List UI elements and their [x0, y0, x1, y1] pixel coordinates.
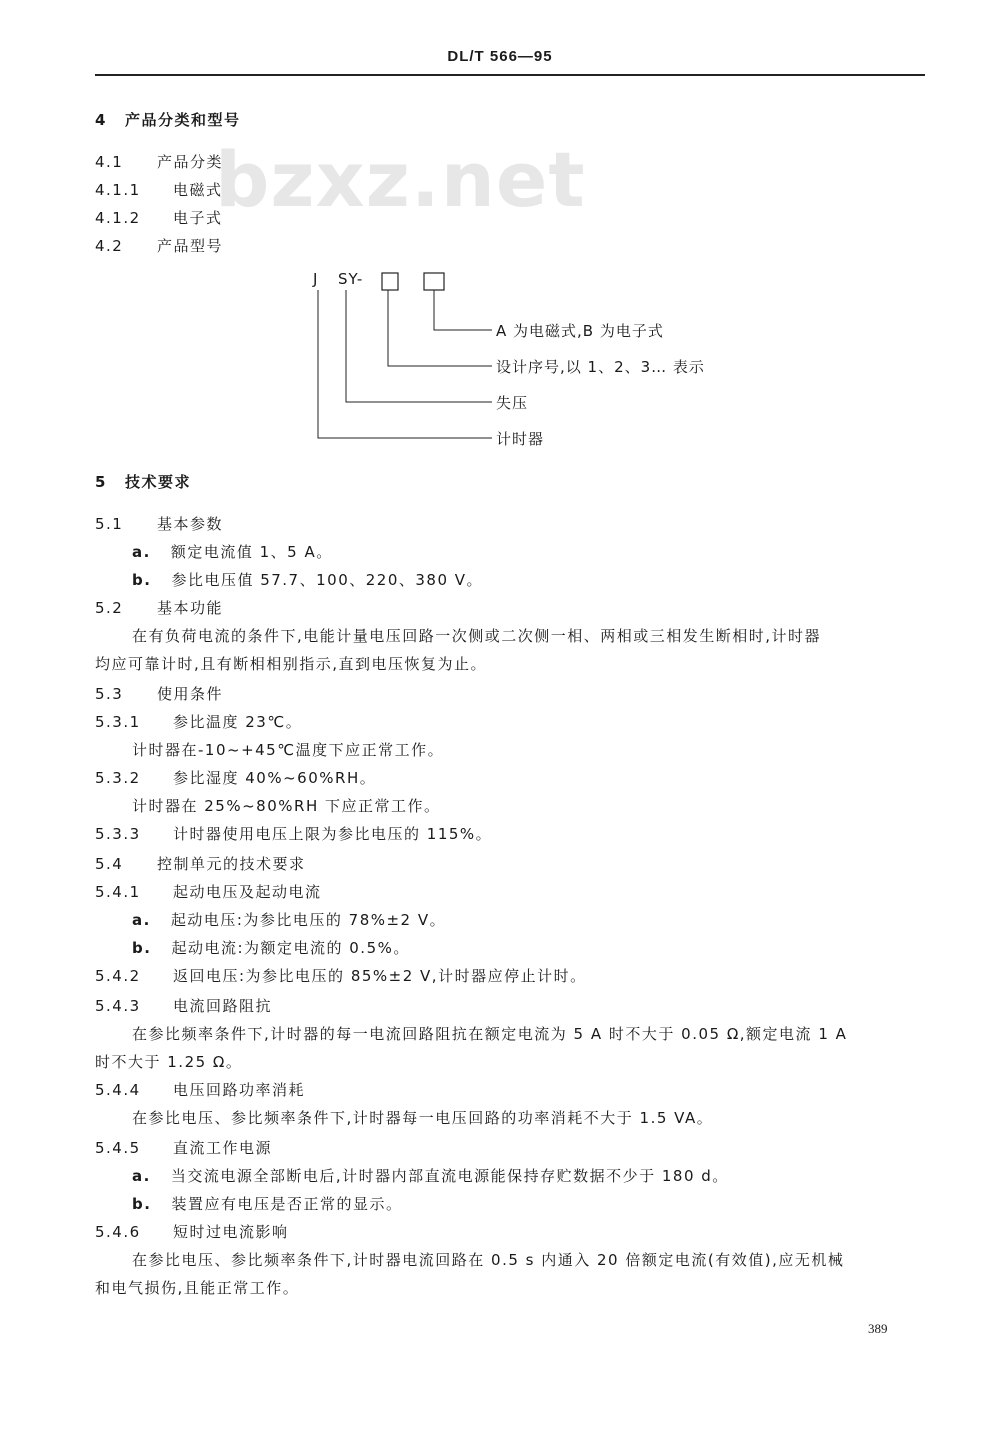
list-item-a — [132, 910, 446, 930]
section-5-3-3-heading — [95, 824, 492, 844]
section-4-2-heading — [95, 236, 223, 256]
section-title: 基本参数 — [157, 515, 224, 533]
section-title: 电磁式 — [173, 181, 223, 199]
list-marker: b. — [132, 571, 152, 589]
section-number: 5.4.5 — [95, 1139, 141, 1157]
section-title: 电压回路功率消耗 — [173, 1081, 306, 1099]
section-5-4-heading — [95, 854, 306, 874]
prefix-j: J — [313, 270, 319, 288]
list-marker: b. — [132, 1195, 152, 1213]
section-5-4-6-heading — [95, 1222, 289, 1242]
leader-line-loss — [346, 290, 492, 402]
section-5-3-heading — [95, 684, 223, 704]
section-title: 短时过电流影响 — [173, 1223, 289, 1241]
section-number: 4.1.2 — [95, 209, 141, 227]
leader-line-design — [388, 290, 492, 366]
list-text: 参比电压值 57.7、100、220、380 V。 — [171, 571, 484, 589]
list-item-b — [132, 1194, 402, 1214]
section-title: 技术要求 — [125, 473, 192, 491]
section-title: 直流工作电源 — [173, 1139, 273, 1157]
standard-code-header: DL/T 566—95 — [447, 48, 553, 65]
section-4-heading — [95, 110, 241, 130]
page-number: 389 — [868, 1321, 888, 1336]
section-number: 5.4 — [95, 855, 124, 873]
section-5-4-5-heading — [95, 1138, 272, 1158]
section-number: 5.4.1 — [95, 883, 141, 901]
section-title: 起动电压及起动电流 — [173, 883, 322, 901]
section-number: 5.4.2 — [95, 967, 141, 985]
section-title: 参比湿度 40%~60%RH。 — [173, 769, 377, 787]
section-4-1-2-heading — [95, 208, 223, 228]
header-rule — [95, 74, 925, 76]
section-number: 5.3 — [95, 685, 124, 703]
section-number: 5.3.3 — [95, 825, 141, 843]
label-design-number: 设计序号,以 1、2、3… 表示 — [496, 358, 705, 376]
section-5-4-2-heading — [95, 966, 587, 986]
label-timer: 计时器 — [496, 430, 545, 448]
paragraph-line: 时不大于 1.25 Ω。 — [95, 1053, 243, 1071]
section-title: 电子式 — [173, 209, 223, 227]
section-number: 5.2 — [95, 599, 124, 617]
paragraph-line: 均应可靠计时,且有断相相别指示,直到电压恢复为止。 — [95, 655, 488, 673]
paragraph-line: 在参比电压、参比频率条件下,计时器每一电压回路的功率消耗不大于 1.5 VA。 — [132, 1109, 714, 1127]
section-title: 控制单元的技术要求 — [157, 855, 306, 873]
list-item-b — [132, 570, 483, 590]
watermark: bzxz.net — [215, 135, 586, 224]
type-code-box — [424, 273, 444, 290]
section-5-4-3-heading — [95, 996, 272, 1016]
section-5-1-heading — [95, 514, 223, 534]
section-5-2-heading — [95, 598, 223, 618]
paragraph-line: 在参比频率条件下,计时器的每一电流回路阻抗在额定电流为 5 A 时不大于 0.05 Ω,额定电流 1 A — [132, 1025, 848, 1043]
section-number: 4.1 — [95, 153, 124, 171]
section-4-1-heading — [95, 152, 223, 172]
section-title: 计时器使用电压上限为参比电压的 115%。 — [173, 825, 493, 843]
section-title: 产品分类 — [157, 153, 224, 171]
list-marker: b. — [132, 939, 152, 957]
list-marker: a. — [132, 543, 151, 561]
label-voltage-loss: 失压 — [496, 394, 529, 412]
label-type-code: A 为电磁式,B 为电子式 — [496, 322, 664, 340]
section-title: 电流回路阻抗 — [173, 997, 273, 1015]
section-title: 产品型号 — [157, 237, 224, 255]
list-text: 额定电流值 1、5 A。 — [170, 543, 333, 561]
leader-line-type — [434, 290, 492, 330]
section-5-3-1-heading — [95, 712, 302, 732]
section-title: 产品分类和型号 — [125, 111, 241, 129]
section-number: 5.1 — [95, 515, 124, 533]
section-4-1-1-heading — [95, 180, 223, 200]
model-number-diagram — [300, 268, 760, 458]
section-number: 5.3.1 — [95, 713, 141, 731]
paragraph-line: 在有负荷电流的条件下,电能计量电压回路一次侧或二次侧一相、两相或三相发生断相时,计时器 — [132, 627, 822, 645]
list-text: 装置应有电压是否正常的显示。 — [171, 1195, 403, 1213]
list-item-a — [132, 1166, 729, 1186]
list-text: 起动电流:为额定电流的 0.5%。 — [171, 939, 410, 957]
leader-line-timer — [318, 290, 492, 438]
section-5-4-4-heading — [95, 1080, 305, 1100]
section-number: 5 — [95, 473, 107, 491]
list-marker: a. — [132, 1167, 151, 1185]
paragraph-line: 计时器在 25%~80%RH 下应正常工作。 — [132, 797, 441, 815]
prefix-sy: SY- — [338, 270, 364, 288]
paragraph-line: 和电气损伤,且能正常工作。 — [95, 1279, 300, 1297]
section-5-4-1-heading — [95, 882, 322, 902]
section-5-3-2-heading — [95, 768, 376, 788]
paragraph-line: 在参比电压、参比频率条件下,计时器电流回路在 0.5 s 内通入 20 倍额定电流(有效值),应无机械 — [132, 1251, 845, 1269]
section-number: 5.4.4 — [95, 1081, 141, 1099]
section-title: 参比温度 23℃。 — [173, 713, 303, 731]
list-item-a — [132, 542, 333, 562]
section-number: 5.4.3 — [95, 997, 141, 1015]
section-number: 4 — [95, 111, 107, 129]
list-text: 当交流电源全部断电后,计时器内部直流电源能保持存贮数据不少于 180 d。 — [170, 1167, 729, 1185]
list-marker: a. — [132, 911, 151, 929]
section-title: 返回电压:为参比电压的 85%±2 V,计时器应停止计时。 — [173, 967, 587, 985]
list-text: 起动电压:为参比电压的 78%±2 V。 — [170, 911, 447, 929]
section-number: 4.2 — [95, 237, 124, 255]
list-item-b — [132, 938, 410, 958]
section-title: 基本功能 — [157, 599, 224, 617]
section-title: 使用条件 — [157, 685, 224, 703]
section-number: 5.3.2 — [95, 769, 141, 787]
section-5-heading — [95, 472, 191, 492]
section-number: 5.4.6 — [95, 1223, 141, 1241]
paragraph-line: 计时器在-10~+45℃温度下应正常工作。 — [132, 741, 445, 759]
design-number-box — [382, 273, 398, 290]
section-number: 4.1.1 — [95, 181, 141, 199]
